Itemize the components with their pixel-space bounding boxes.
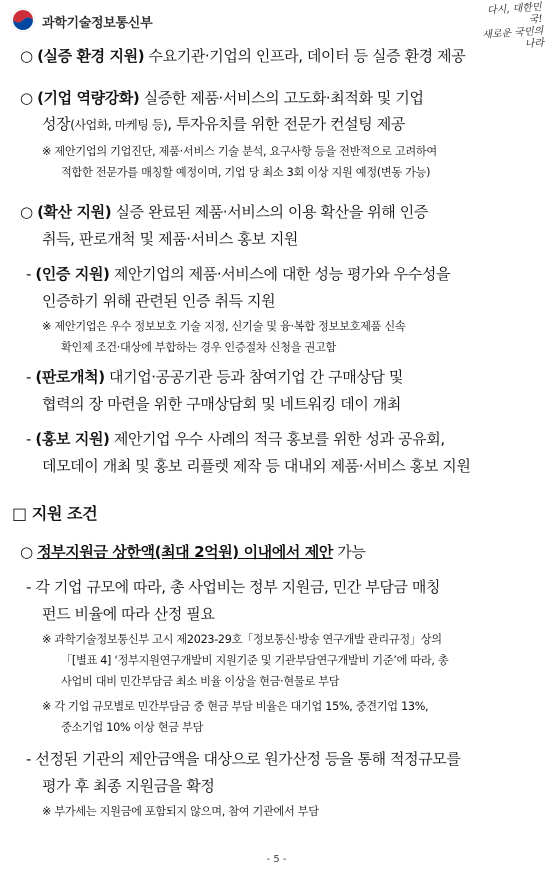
note-vat: ※ 부가세는 지원금에 포함되지 않으며, 참여 기관에서 부담: [42, 805, 319, 818]
note-certification-2: 확인제 조건·대상에 부합하는 경우 인증절차 신청을 권고함: [61, 341, 336, 354]
dash-market-continued: 협력의 장 마련을 위한 구매상담회 및 네트워킹 데이 개최: [42, 395, 402, 413]
dash-text: 각 기업 규모에 따라, 총 사업비는 정부 지원금, 민간 부담금 매칭: [35, 578, 441, 596]
note-regulation-1: ※ 과학기술정보통신부 고시 제2023-29호「정보통신·방송 연구개발 관리규정」상의: [42, 633, 442, 646]
bullet-capability: [20, 87, 424, 108]
bullet-test-environment: [20, 45, 465, 66]
slogan-logo: 다시, 대한민국! 새로운 국민의 나라: [481, 1, 545, 51]
dash-matching-continued: 펀드 비율에 따라 산정 필요: [42, 605, 215, 623]
bullet-text: 실증 완료된 제품‧서비스의 이용 확산을 위해 인증: [111, 203, 428, 221]
dash-mark: -: [26, 368, 32, 386]
bullet-title: (기업 역량강화): [37, 89, 140, 107]
dash-text: 대기업·공공기관 등과 참여기업 간 구매상담 및: [104, 368, 403, 386]
bullet-expansion-continued: 취득, 판로개척 및 제품‧서비스 홍보 지원: [42, 230, 299, 248]
page-header: [0, 0, 553, 51]
dash-text: 제안기업 우수 사례의 적극 홍보를 위한 성과 공유회,: [109, 430, 445, 448]
bullet-cap: [20, 541, 366, 562]
dash-matching: [26, 576, 440, 597]
ministry-name: 과학기술정보통신부: [42, 16, 153, 31]
note-regulation-3: 사업비 대비 민간부담금 최소 비율 이상을 현금·현물로 부담: [61, 675, 340, 688]
dash-certification-continued: 인증하기 위해 관련된 인증 취득 지원: [42, 292, 276, 310]
bullet-title: (실증 환경 지원): [37, 47, 145, 65]
bullet-expansion: [20, 201, 428, 222]
bullet-text: 수요기관‧기업의 인프라, 데이터 등 실증 환경 제공: [144, 47, 466, 65]
dash-text: 제안기업의 제품·서비스에 대한 성능 평가와 우수성을: [109, 265, 451, 283]
dash-promotion-continued: 데모데이 개최 및 홍보 리플렛 제작 등 대내외 제품·서비스 홍보 지원: [42, 457, 471, 475]
dash-final: [26, 748, 461, 769]
dash-title: (인증 지원): [35, 265, 110, 283]
dash-text: 선정된 기관의 제안금액을 대상으로 원가산정 등을 통해 적정규모를: [35, 750, 461, 768]
dash-mark: -: [26, 265, 32, 283]
dash-title: (홍보 지원): [35, 430, 110, 448]
bullet-underlined: 정부지원금 상한액(최대 2억원) 이내에서 제안: [37, 543, 333, 561]
note-ratio-2: 중소기업 10% 이상 현금 부담: [61, 721, 204, 734]
section-mark: □: [12, 504, 27, 523]
dash-certification: [26, 263, 450, 284]
bullet-text: 실증한 제품‧서비스의 고도화‧최적화 및 기업: [139, 89, 424, 107]
note-capability-2: 적합한 전문가를 매칭할 예정이며, 기업 당 최소 3회 이상 지원 예정(변동 가능): [61, 166, 431, 179]
section-title: 지원 조건: [31, 504, 98, 523]
note-ratio-1: ※ 각 기업 규모별로 민간부담금 중 현금 부담 비율은 대기업 15%, 중견기업 13%,: [42, 700, 429, 713]
bullet-mark: ○: [20, 47, 33, 65]
page-number: - 5 -: [266, 854, 287, 865]
dash-final-continued: 평가 후 최종 지원금을 확정: [42, 777, 215, 795]
dash-mark: -: [26, 578, 32, 596]
dash-mark: -: [26, 750, 32, 768]
bullet-mark: ○: [20, 543, 33, 561]
bullet-mark: ○: [20, 203, 33, 221]
bullet-mark: ○: [20, 89, 33, 107]
section-heading: [12, 501, 97, 524]
note-certification-1: ※ 제안기업은 우수 정보보호 기술 지정, 신기술 및 융·복합 정보보호제품 신속: [42, 320, 406, 333]
dash-market: [26, 366, 403, 387]
bullet-title: (확산 지원): [37, 203, 112, 221]
dash-mark: -: [26, 430, 32, 448]
dash-promotion: [26, 428, 445, 449]
government-emblem-icon: [10, 7, 36, 33]
dash-title: (판로개척): [35, 368, 105, 386]
bullet-text: 가능: [332, 543, 366, 561]
note-regulation-2: 「[별표 4] ‘정부지원연구개발비 지원기준 및 기관부담연구개발비 기준’에 따라, 총: [61, 654, 449, 667]
bullet-capability-continued: 성장(사업화, 마케팅 등), 투자유치를 위한 전문가 컨설팅 제공: [42, 115, 405, 133]
note-capability-1: ※ 제안기업의 기업진단, 제품·서비스 기술 분석, 요구사항 등을 전반적으로 고려하여: [42, 145, 437, 158]
